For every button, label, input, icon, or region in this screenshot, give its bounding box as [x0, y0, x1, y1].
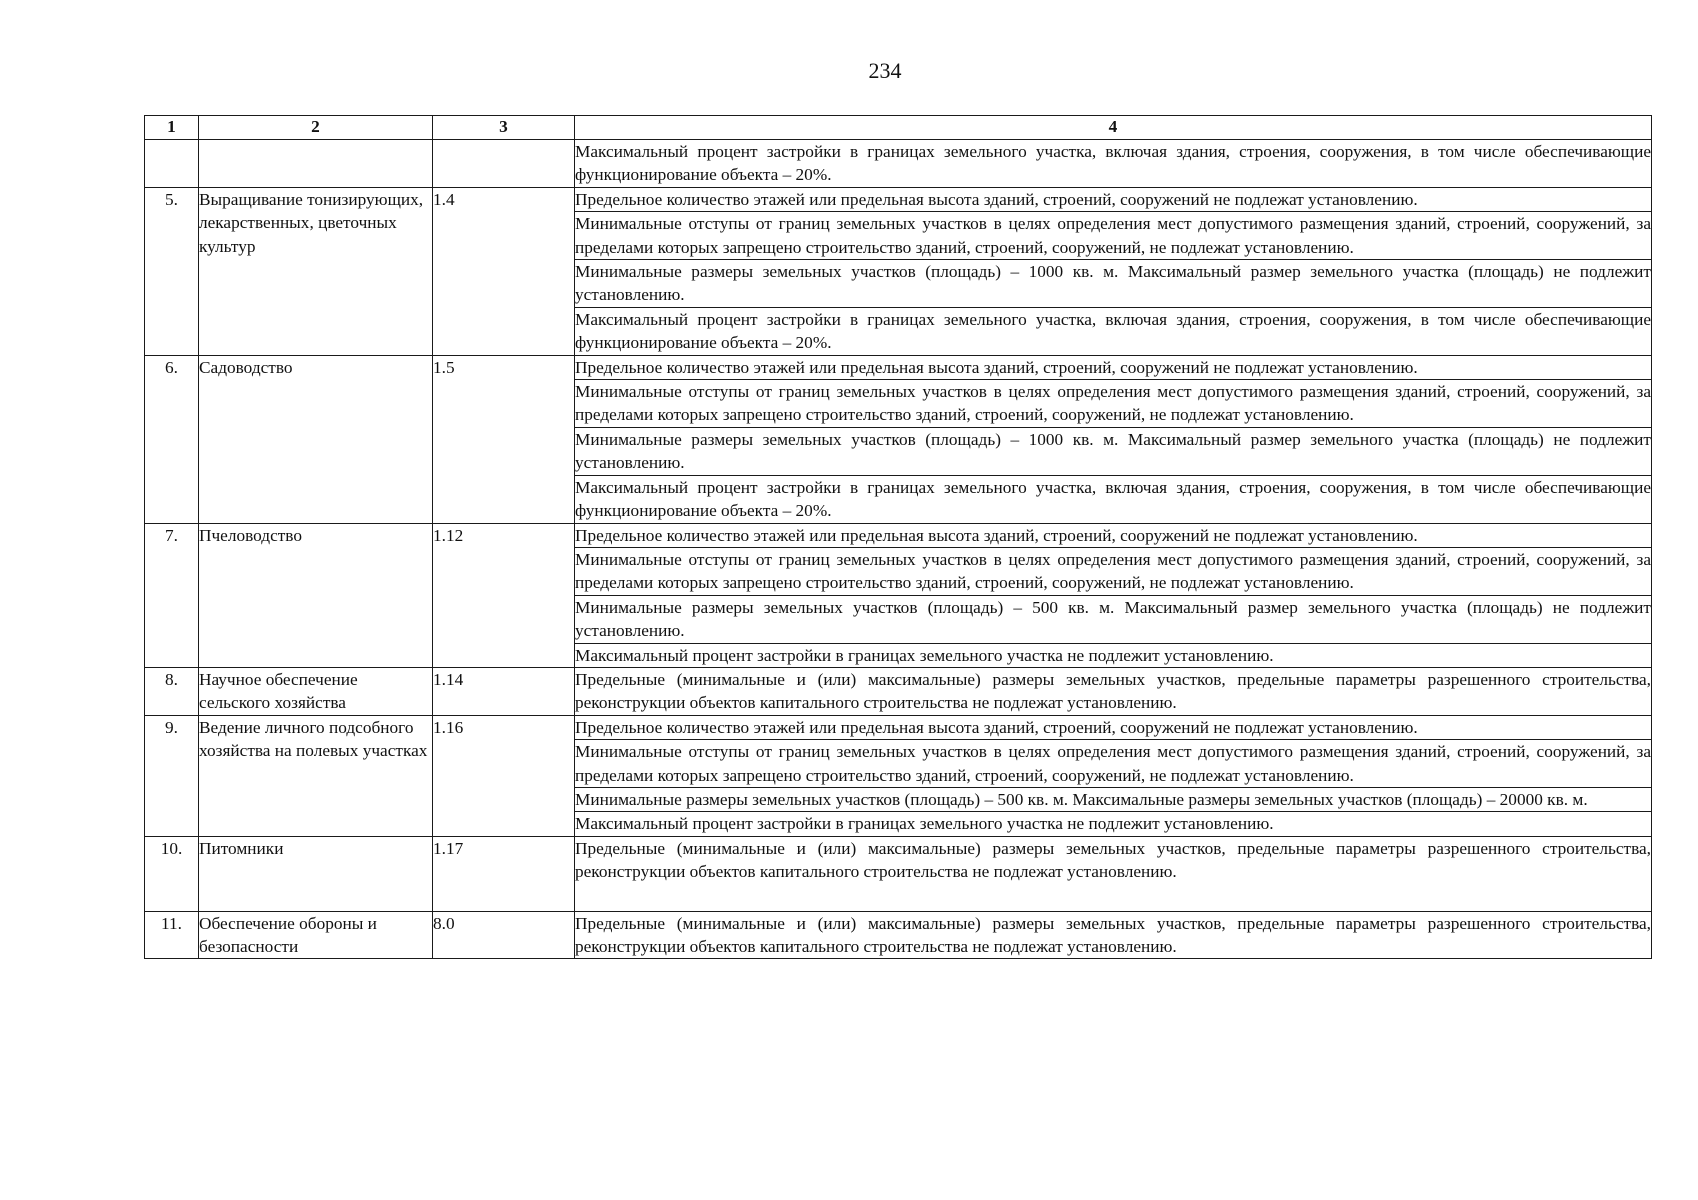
column-header: 2	[199, 116, 433, 140]
parameter-cell: Максимальный процент застройки в границах земельного участка, включая здания, строения, сооружения, в том числе обеспечивающие функционирование объекта – 20%.	[575, 475, 1652, 523]
table-row	[145, 355, 1652, 379]
parameter-cell: Максимальный процент застройки в границах земельного участка, включая здания, строения, сооружения, в том числе обеспечивающие функционирование объекта – 20%.	[575, 307, 1652, 355]
land-use-code-cell: 1.4	[433, 187, 575, 355]
land-use-name-cell	[199, 140, 433, 188]
parameter-cell: Минимальные отступы от границ земельных участков в целях определения мест допустимого размещения зданий, строений, сооружений, за пределами которых запрещено строительство зданий, строений, сооружений, не подлежат установлению.	[575, 740, 1652, 788]
land-use-name-cell: Научное обеспечение сельского хозяйства	[199, 667, 433, 715]
parameter-cell: Предельное количество этажей или предельная высота зданий, строений, сооружений не подлежат установлению.	[575, 523, 1652, 547]
parameter-cell: Предельное количество этажей или предельная высота зданий, строений, сооружений не подлежат установлению.	[575, 715, 1652, 739]
land-use-name-cell: Пчеловодство	[199, 523, 433, 667]
parameter-cell: Минимальные размеры земельных участков (площадь) – 500 кв. м. Максимальный размер земельного участка (площадь) не подлежит установлению.	[575, 595, 1652, 643]
row-number-cell: 11.	[145, 911, 199, 959]
table-row	[145, 715, 1652, 739]
table-row	[145, 911, 1652, 959]
table-row	[145, 836, 1652, 911]
parameter-cell: Минимальные отступы от границ земельных участков в целях определения мест допустимого размещения зданий, строений, сооружений, за пределами которых запрещено строительство зданий, строений, сооружений, не подлежат установлению.	[575, 547, 1652, 595]
parameter-cell: Минимальные размеры земельных участков (площадь) – 1000 кв. м. Максимальный размер земельного участка (площадь) не подлежит установлению.	[575, 260, 1652, 308]
land-use-name-cell: Ведение личного подсобного хозяйства на полевых участках	[199, 715, 433, 836]
regulations-table	[144, 115, 1652, 959]
row-number-cell: 9.	[145, 715, 199, 836]
parameter-cell: Предельное количество этажей или предельная высота зданий, строений, сооружений не подлежат установлению.	[575, 187, 1652, 211]
page-number: 234	[868, 58, 902, 83]
row-number-cell: 8.	[145, 667, 199, 715]
row-number-cell: 5.	[145, 187, 199, 355]
parameter-cell: Минимальные размеры земельных участков (площадь) – 500 кв. м. Максимальные размеры земельных участков (площадь) – 20000 кв. м.	[575, 787, 1652, 811]
table-row	[145, 667, 1652, 715]
parameter-cell: Предельные (минимальные и (или) максимальные) размеры земельных участков, предельные параметры разрешенного строительства, реконструкции объектов капитального строительства не подлежат установлению.	[575, 911, 1652, 959]
row-number-cell	[145, 140, 199, 188]
table-header-row	[145, 116, 1652, 140]
land-use-code-cell	[433, 140, 575, 188]
parameter-cell: Максимальный процент застройки в границах земельного участка не подлежит установлению.	[575, 812, 1652, 836]
land-use-name-cell: Питомники	[199, 836, 433, 911]
land-use-name-cell: Выращивание тонизирующих, лекарственных, цветочных культур	[199, 187, 433, 355]
land-use-name-cell: Садоводство	[199, 355, 433, 523]
parameter-cell: Максимальный процент застройки в границах земельного участка не подлежит установлению.	[575, 643, 1652, 667]
land-use-name-cell: Обеспечение обороны и безопасности	[199, 911, 433, 959]
parameter-cell: Максимальный процент застройки в границах земельного участка, включая здания, строения, сооружения, в том числе обеспечивающие функционирование объекта – 20%.	[575, 140, 1652, 188]
row-number-cell: 7.	[145, 523, 199, 667]
land-use-code-cell: 8.0	[433, 911, 575, 959]
parameter-cell: Минимальные размеры земельных участков (площадь) – 1000 кв. м. Максимальный размер земельного участка (площадь) не подлежит установлению.	[575, 427, 1652, 475]
parameter-cell: Минимальные отступы от границ земельных участков в целях определения мест допустимого размещения зданий, строений, сооружений, за пределами которых запрещено строительство зданий, строений, сооружений, не подлежат установлению.	[575, 212, 1652, 260]
parameter-cell: Предельные (минимальные и (или) максимальные) размеры земельных участков, предельные параметры разрешенного строительства, реконструкции объектов капитального строительства не подлежат установлению.	[575, 836, 1652, 911]
table-row	[145, 523, 1652, 547]
parameter-cell: Предельные (минимальные и (или) максимальные) размеры земельных участков, предельные параметры разрешенного строительства, реконструкции объектов капитального строительства не подлежат установлению.	[575, 667, 1652, 715]
land-use-code-cell: 1.16	[433, 715, 575, 836]
land-use-code-cell: 1.17	[433, 836, 575, 911]
column-header: 1	[145, 116, 199, 140]
row-number-cell: 10.	[145, 836, 199, 911]
table-row-continuation	[145, 140, 1652, 188]
row-number-cell: 6.	[145, 355, 199, 523]
column-header: 3	[433, 116, 575, 140]
table-row	[145, 187, 1652, 211]
parameter-cell: Предельное количество этажей или предельная высота зданий, строений, сооружений не подлежат установлению.	[575, 355, 1652, 379]
land-use-code-cell: 1.5	[433, 355, 575, 523]
land-use-code-cell: 1.14	[433, 667, 575, 715]
parameter-cell: Минимальные отступы от границ земельных участков в целях определения мест допустимого размещения зданий, строений, сооружений, за пределами которых запрещено строительство зданий, строений, сооружений, не подлежат установлению.	[575, 380, 1652, 428]
land-use-code-cell: 1.12	[433, 523, 575, 667]
column-header: 4	[575, 116, 1652, 140]
